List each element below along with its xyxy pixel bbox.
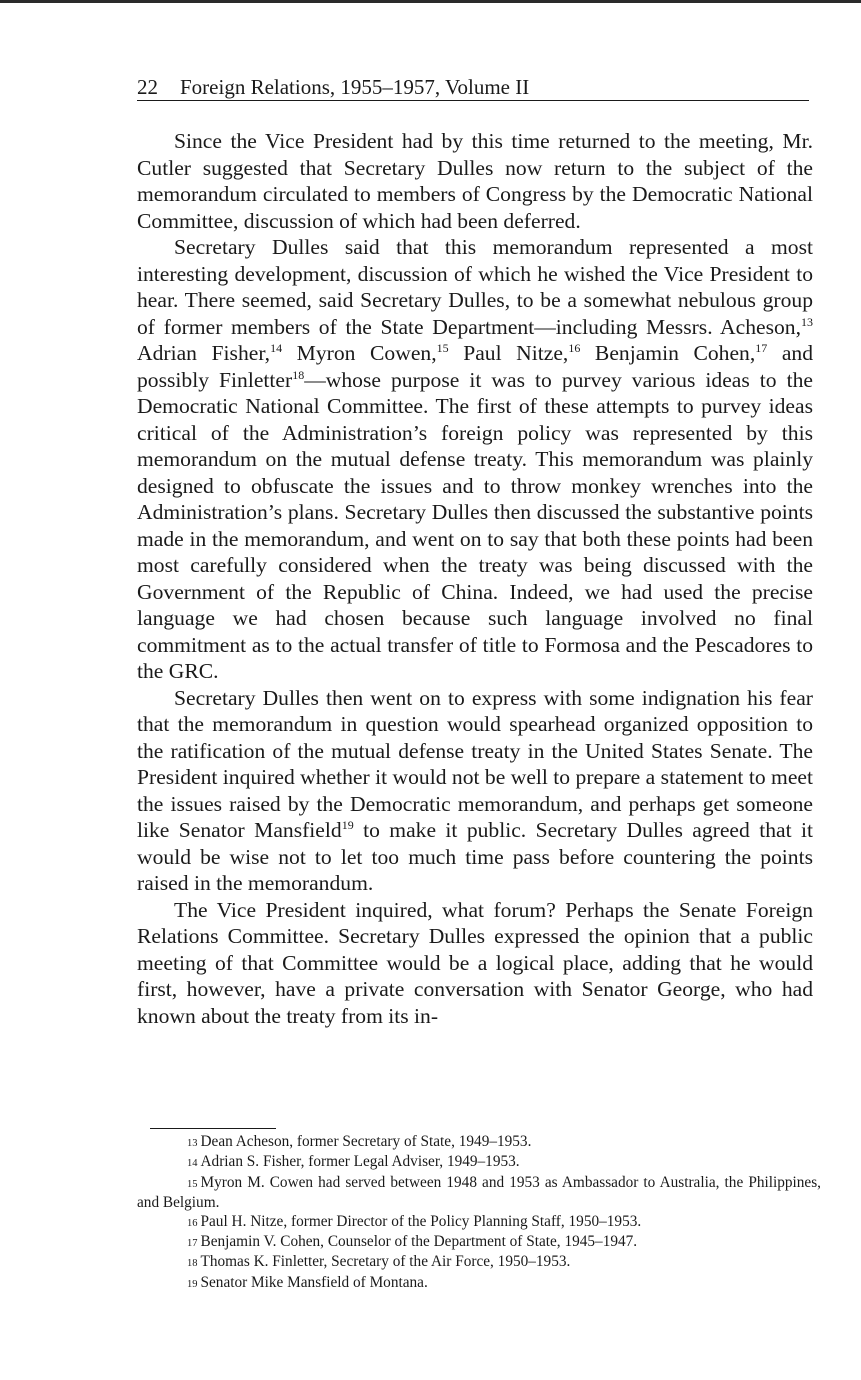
paragraph-2-text: Paul Nitze, (448, 341, 569, 365)
footnote-text: Senator Mike Mansfield of Montana. (200, 1273, 428, 1291)
footnote-19 (137, 1274, 821, 1294)
paragraph-2-text: and possibly Finletter (137, 341, 813, 392)
footnote-ref-19[interactable]: 19 (341, 818, 354, 832)
footnote-number: 19 (187, 1278, 198, 1290)
running-title: Foreign Relations, 1955–1957, Volume II (180, 75, 530, 99)
footnote-18 (137, 1253, 821, 1273)
footnote-text: Thomas K. Finletter, Secretary of the Air Force, 1950–1953. (200, 1253, 571, 1271)
paragraph-2 (137, 234, 813, 685)
footnote-number: 17 (187, 1238, 198, 1250)
paragraph-2-text: —whose purpose it was to purvey various ideas to the Democratic National Committee. The first of these attempts to purvey ideas critical of the Administration’s foreign policy was represented by this memorandum on the mutual defense treaty. This memorandum was plainly designed to obfuscate the issues and to throw monkey wrenches into the Administration’s plans. Secretary Dulles then discussed the substantive points made in the memorandum, and went on to say that both these points had been most carefully considered when the treaty was being discussed with the Government of the Republic of China. Indeed, we had used the precise language we had chosen because such language involved no final commitment as to the actual transfer of title to Formosa and the Pescadores to the GRC. (137, 367, 813, 683)
footnote-14 (137, 1153, 821, 1173)
footnote-ref-16[interactable]: 16 (568, 341, 581, 355)
footnote-number: 14 (187, 1158, 198, 1170)
footnote-ref-18[interactable]: 18 (292, 367, 305, 382)
paragraph-2-text: Benjamin Cohen, (580, 341, 756, 365)
footnote-ref-13[interactable]: 13 (801, 314, 813, 329)
paragraph-2-text: Secretary Dulles said that this memorandum represented a most interesting development, discussion of which he wished the Vice President to hear. There seemed, said Secretary Dulles, to be a somewhat nebulous group of former members of the State Department—including Messrs. Acheson, (137, 235, 813, 339)
footnote-15 (137, 1174, 821, 1213)
page-top-edge (0, 0, 861, 3)
footnote-ref-14[interactable]: 14 (270, 341, 283, 355)
footnote-17 (137, 1233, 821, 1253)
page-header (137, 74, 809, 101)
footnote-divider (150, 1128, 276, 1129)
main-text (137, 128, 813, 1029)
footnotes (137, 1133, 821, 1294)
paragraph-2-text: Myron Cowen, (282, 341, 437, 365)
footnote-number: 16 (187, 1217, 198, 1229)
paragraph-3-text: to make it public. Secretary Dulles agreed that it would be wise not to let too much time pass before countering the points raised in the memorandum. (137, 818, 813, 895)
paragraph-2-text: Adrian Fisher, (137, 341, 271, 365)
footnote-text: Myron M. Cowen had served between 1948 and 1953 as Ambassador to Australia, the Philippines, and Belgium. (137, 1173, 821, 1212)
page-number: 22 (137, 75, 158, 99)
paragraph-1: Since the Vice President had by this time returned to the meeting, Mr. Cutler suggested that Secretary Dulles now return to the subject of the memorandum circulated to members of Congress by the Democratic National Committee, discussion of which had been deferred. (137, 129, 813, 233)
footnote-ref-17[interactable]: 17 (755, 341, 768, 355)
footnote-number: 13 (187, 1138, 198, 1149)
footnote-13 (137, 1133, 821, 1153)
footnote-number: 18 (187, 1258, 198, 1270)
paragraph-3-text: Secretary Dulles then went on to express with some indignation his fear that the memorandum in question would spearhead organized opposition to the ratification of the mutual defense treaty in the United States Senate. The President inquired whether it would not be well to prepare a statement to meet the issues raised by the Democratic memorandum, and perhaps get someone like Senator Mansfield (137, 685, 813, 842)
footnote-text: Paul H. Nitze, former Director of the Policy Planning Staff, 1950–1953. (200, 1212, 642, 1230)
paragraph-3 (137, 685, 813, 897)
footnote-ref-15[interactable]: 15 (436, 341, 449, 355)
footnote-16 (137, 1213, 821, 1233)
footnote-text: Adrian S. Fisher, former Legal Adviser, 1949–1953. (200, 1153, 520, 1171)
footnote-number: 15 (187, 1178, 198, 1190)
footnote-text: Dean Acheson, former Secretary of State, 1949–1953. (200, 1133, 532, 1150)
paragraph-4: The Vice President inquired, what forum? Perhaps the Senate Foreign Relations Committee. Secretary Dulles expressed the opinion that a public meeting of that Committee would be a logical place, adding that he would first, however, have a private conversation with Senator George, who had known about the treaty from its in- (137, 897, 813, 1028)
footnote-text: Benjamin V. Cohen, Counselor of the Department of State, 1945–1947. (200, 1233, 638, 1251)
